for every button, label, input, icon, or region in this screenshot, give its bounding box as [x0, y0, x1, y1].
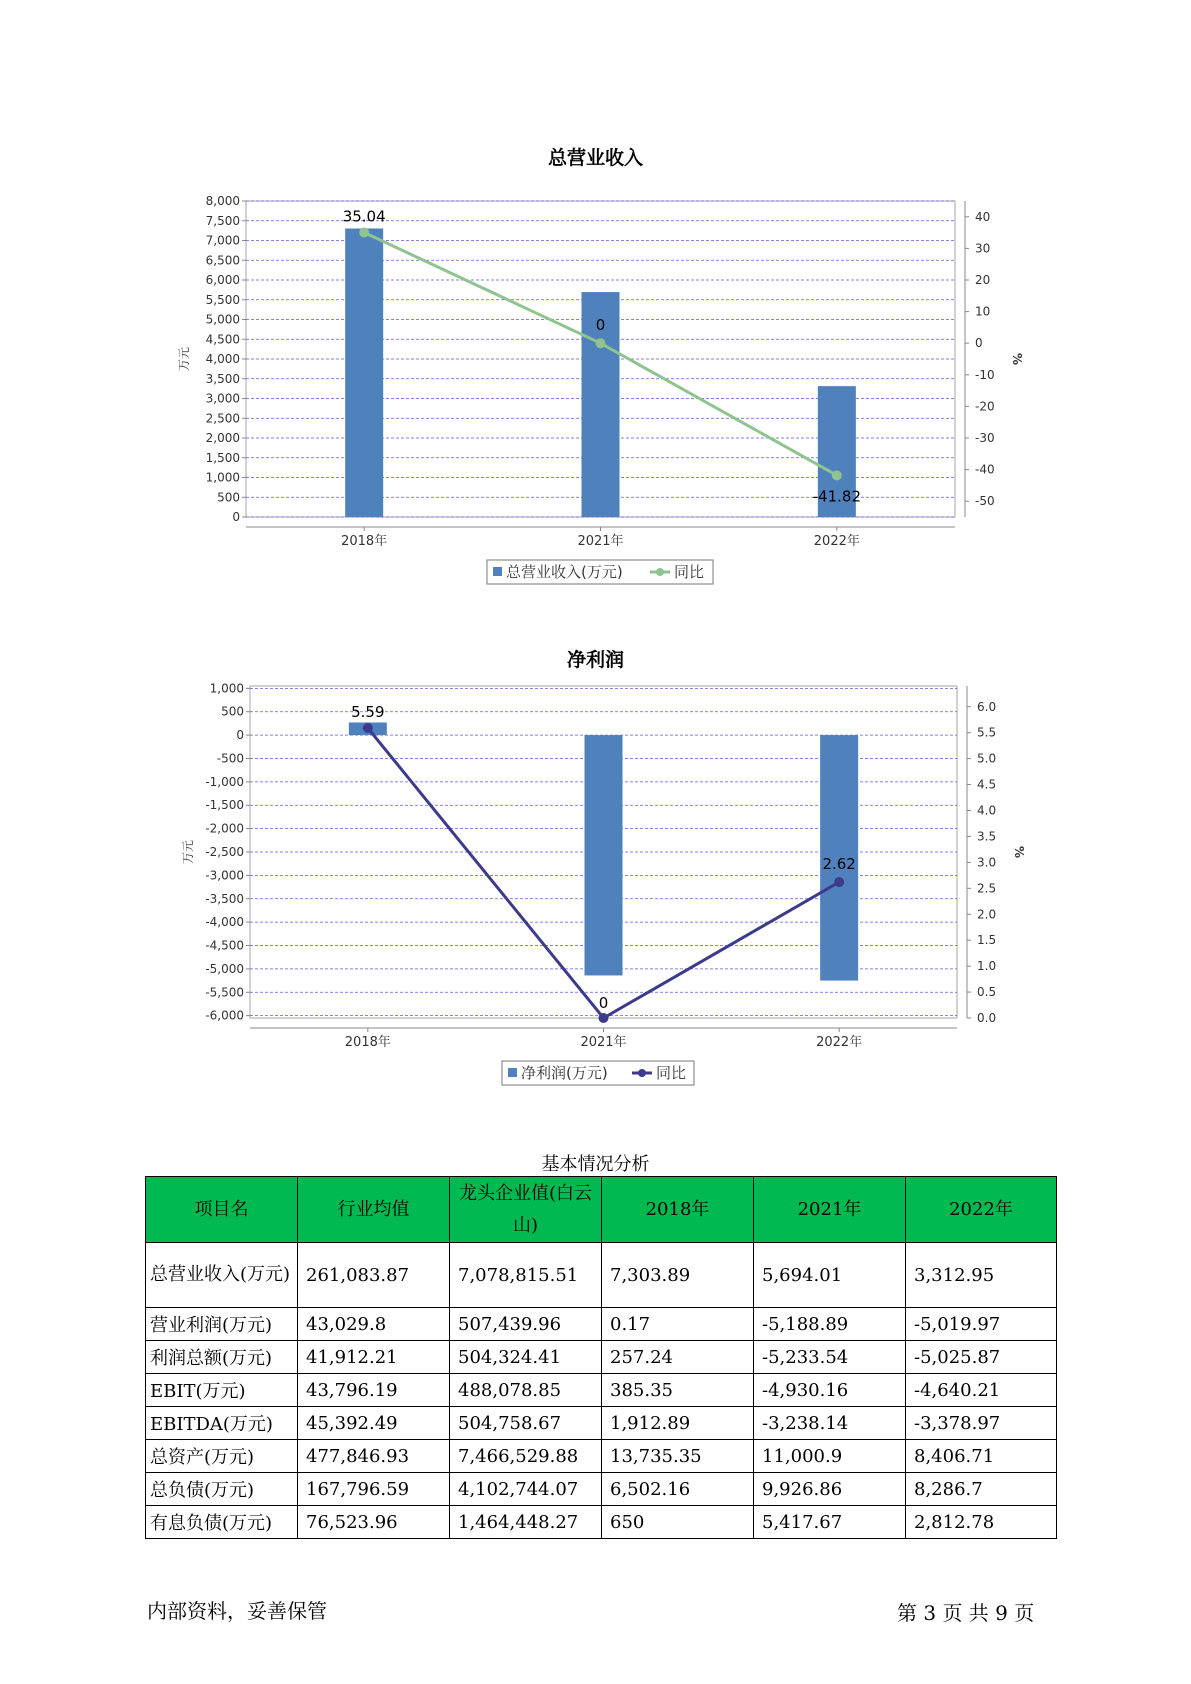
x-tick-label: 2022年 [816, 1035, 863, 1050]
legend-line-marker [638, 1069, 646, 1077]
y2-tick-label: 2.0 [977, 907, 997, 922]
table-cell: 43,796.19 [298, 1374, 450, 1407]
y2-tick-label: -10 [975, 367, 995, 382]
header-cell: 行业均值 [298, 1177, 450, 1243]
table-cell: 650 [602, 1506, 754, 1539]
confidentiality-note: 内部资料，妥善保管 [147, 1599, 327, 1623]
legend-line-label: 同比 [656, 1064, 687, 1082]
table-cell: 8,406.71 [906, 1440, 1057, 1473]
y2-tick-label: 3.5 [977, 829, 997, 844]
table-cell: 504,758.67 [450, 1407, 602, 1440]
y-tick-label: 7,500 [205, 213, 240, 228]
line-point [359, 227, 369, 237]
basic-analysis-table [145, 1176, 1057, 1539]
x-tick-label: 2021年 [577, 534, 624, 549]
data-label: 2.62 [822, 855, 856, 874]
data-label: -41.82 [812, 487, 862, 506]
table-cell: 9,926.86 [754, 1473, 906, 1506]
x-tick-label: 2018年 [341, 534, 388, 549]
legend-line-label: 同比 [674, 563, 705, 581]
y-tick-label: 0 [232, 510, 240, 524]
net-profit-chart-title: 净利润 [566, 649, 624, 671]
table-cell: 0.17 [602, 1308, 754, 1341]
y-tick-label: -2,500 [205, 845, 244, 859]
table-cell: 477,846.93 [298, 1440, 450, 1473]
table-cell: 43,029.8 [298, 1308, 450, 1341]
y-tick-label: -3,500 [205, 891, 244, 906]
y-tick-label: 1,000 [209, 681, 244, 696]
y2-tick-label: 4.5 [977, 777, 997, 792]
header-cell: 2018年 [602, 1177, 754, 1243]
table-cell: 261,083.87 [298, 1243, 450, 1308]
y-tick-label: 1,500 [205, 450, 240, 465]
table-cell: 11,000.9 [754, 1440, 906, 1473]
table-cell: 1,912.89 [602, 1407, 754, 1440]
table-cell: -5,025.87 [906, 1341, 1057, 1374]
table-cell: 13,735.35 [602, 1440, 754, 1473]
row-label: EBITDA(万元) [146, 1407, 298, 1440]
y2-tick-label: 6.0 [977, 699, 997, 714]
line-point [834, 877, 844, 887]
y-tick-label: 6,500 [205, 253, 240, 268]
table-cell: 4,102,744.07 [450, 1473, 602, 1506]
y-tick-label: 500 [221, 704, 244, 719]
y2-tick-label: 5.5 [977, 725, 997, 740]
table-row [146, 1473, 1057, 1506]
row-label: EBIT(万元) [146, 1374, 298, 1407]
y-tick-label: 1,000 [205, 470, 240, 485]
y2-tick-label: 20 [975, 273, 991, 287]
table-cell: 6,502.16 [602, 1473, 754, 1506]
table-cell: 504,324.41 [450, 1341, 602, 1374]
table-row [146, 1243, 1057, 1308]
y2-tick-label: 0.5 [977, 985, 997, 1000]
table-cell: -3,238.14 [754, 1407, 906, 1440]
bar [585, 735, 623, 975]
row-label: 营业利润(万元) [146, 1308, 298, 1341]
table-cell: -4,930.16 [754, 1374, 906, 1407]
legend-bar-label: 总营业收入(万元) [506, 563, 623, 581]
y-axis-title: 万元 [181, 839, 195, 865]
revenue-chart [0, 160, 1191, 600]
legend-bar-swatch [508, 1068, 517, 1077]
table-cell: 41,912.21 [298, 1341, 450, 1374]
table-cell: 76,523.96 [298, 1506, 450, 1539]
legend-bar-label: 净利润(万元) [521, 1064, 608, 1082]
table-cell: 2,812.78 [906, 1506, 1057, 1539]
table-row [146, 1506, 1057, 1539]
y-tick-label: -3,000 [205, 868, 244, 883]
row-label: 利润总额(万元) [146, 1341, 298, 1374]
y2-tick-label: -30 [975, 431, 995, 445]
row-label: 有息负债(万元) [146, 1506, 298, 1539]
table-cell: 7,078,815.51 [450, 1243, 602, 1308]
line-point [363, 723, 373, 733]
y-tick-label: 2,500 [205, 411, 240, 426]
y2-tick-label: 10 [975, 304, 991, 319]
table-cell: -4,640.21 [906, 1374, 1057, 1407]
table-cell: 5,417.67 [754, 1506, 906, 1539]
table-cell: 3,312.95 [906, 1243, 1057, 1308]
line-point [599, 1013, 609, 1023]
y-tick-label: 0 [236, 728, 244, 743]
y-tick-label: 4,500 [205, 332, 240, 347]
header-cell: 2022年 [906, 1177, 1057, 1243]
y2-tick-label: 3.0 [977, 855, 997, 870]
header-cell: 2021年 [754, 1177, 906, 1243]
x-tick-label: 2021年 [580, 1035, 627, 1050]
table-row [146, 1407, 1057, 1440]
data-label: 0 [595, 316, 606, 335]
table-cell: 167,796.59 [298, 1473, 450, 1506]
header-cell: 龙头企业值(白云山) [450, 1177, 602, 1243]
y-tick-label: 3,000 [205, 391, 240, 406]
y-tick-label: -6,000 [205, 1008, 244, 1023]
table-cell: -5,019.97 [906, 1308, 1057, 1341]
y-tick-label: -4,000 [205, 915, 244, 930]
y2-tick-label: 1.0 [977, 959, 997, 974]
table-row [146, 1440, 1057, 1473]
net-profit-chart [0, 675, 1191, 1105]
y2-tick-label: -40 [975, 462, 995, 477]
legend-bar-swatch [493, 567, 502, 576]
table-cell: 385.35 [602, 1374, 754, 1407]
table-caption: 基本情况分析 [541, 1154, 650, 1175]
bar [345, 228, 383, 517]
table-cell: 7,303.89 [602, 1243, 754, 1308]
y-tick-label: -4,500 [205, 938, 244, 953]
y-tick-label: 5,500 [205, 292, 240, 307]
y2-tick-label: 5.0 [977, 751, 997, 766]
y2-tick-label: 4.0 [977, 803, 997, 818]
data-label: 35.04 [342, 207, 386, 226]
line-point [832, 470, 842, 480]
table-cell: -5,188.89 [754, 1308, 906, 1341]
y-tick-label: 5,000 [205, 312, 240, 327]
table-row [146, 1341, 1057, 1374]
x-tick-label: 2022年 [813, 534, 860, 549]
row-label: 总负债(万元) [146, 1473, 298, 1506]
y-tick-label: 8,000 [205, 194, 240, 208]
y-tick-label: 7,000 [205, 233, 240, 248]
table-cell: -5,233.54 [754, 1341, 906, 1374]
y2-axis-title: % [1012, 845, 1026, 859]
table-row [146, 1374, 1057, 1407]
table-row [146, 1308, 1057, 1341]
y2-tick-label: 0 [975, 336, 983, 351]
row-label: 总营业收入(万元) [146, 1243, 298, 1308]
y-tick-label: 500 [217, 490, 240, 505]
header-cell: 项目名 [146, 1177, 298, 1243]
line-point [596, 338, 606, 348]
y-axis-title: 万元 [177, 346, 191, 372]
y-tick-label: 2,000 [205, 431, 240, 445]
legend-line-marker [656, 568, 664, 576]
table-cell: 488,078.85 [450, 1374, 602, 1407]
table-cell: 8,286.7 [906, 1473, 1057, 1506]
page-number: 第 3 页 共 9 页 [897, 1601, 1035, 1625]
data-label: 5.59 [351, 703, 385, 722]
row-label: 总资产(万元) [146, 1440, 298, 1473]
table-cell: 1,464,448.27 [450, 1506, 602, 1539]
table-cell: -3,378.97 [906, 1407, 1057, 1440]
y-tick-label: -5,500 [205, 985, 244, 1000]
table-cell: 7,466,529.88 [450, 1440, 602, 1473]
y-tick-label: -5,000 [205, 961, 244, 976]
y2-tick-label: 0.0 [977, 1011, 997, 1025]
table-header-row [146, 1177, 1057, 1243]
y2-tick-label: 2.5 [977, 881, 997, 896]
y-tick-label: -2,000 [205, 821, 244, 836]
table-cell: 257.24 [602, 1341, 754, 1374]
y2-tick-label: -20 [975, 399, 995, 414]
y2-tick-label: 40 [975, 209, 991, 224]
y-tick-label: 6,000 [205, 273, 240, 287]
table-cell: 507,439.96 [450, 1308, 602, 1341]
table-cell: 5,694.01 [754, 1243, 906, 1308]
y2-axis-title: % [1010, 352, 1024, 366]
y-tick-label: -1,000 [205, 774, 244, 789]
data-label: 0 [598, 994, 609, 1012]
y2-tick-label: 30 [975, 241, 991, 256]
y-tick-label: 4,000 [205, 352, 240, 366]
x-tick-label: 2018年 [344, 1035, 391, 1050]
revenue-chart-title: 总营业收入 [547, 147, 643, 169]
y-tick-label: -500 [216, 751, 244, 766]
y2-tick-label: 1.5 [977, 933, 997, 948]
table-cell: 45,392.49 [298, 1407, 450, 1440]
y-tick-label: -1,500 [205, 798, 244, 813]
y2-tick-label: -50 [975, 494, 995, 509]
y-tick-label: 3,500 [205, 371, 240, 386]
